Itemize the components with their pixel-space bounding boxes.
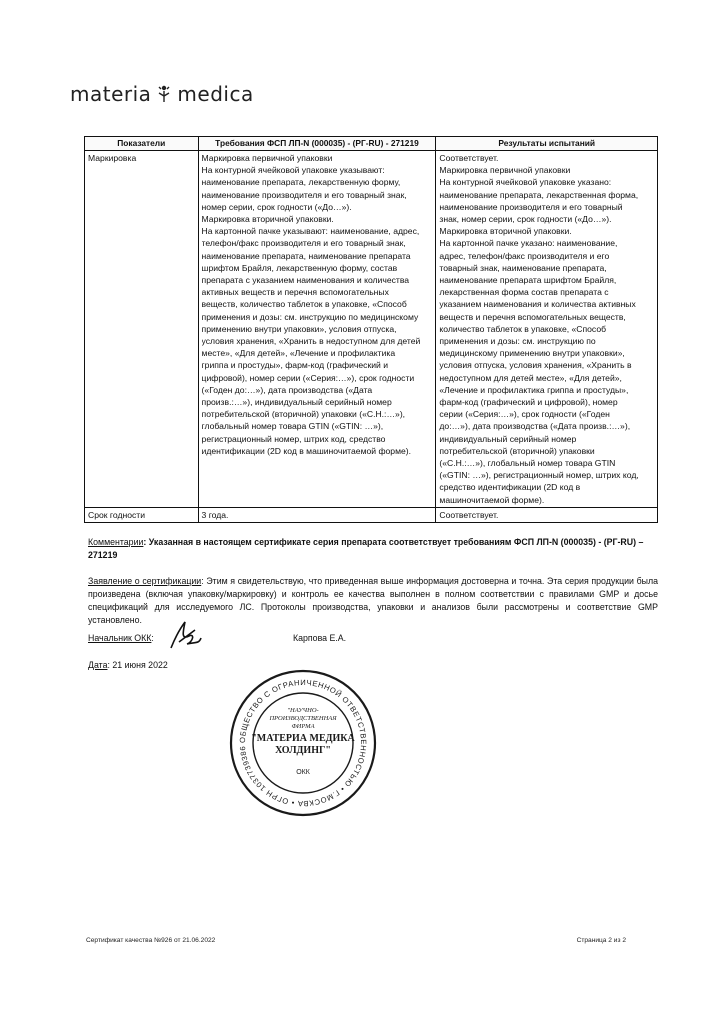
results-cell: Соответствует. <box>436 507 658 522</box>
cell-line: («С.Н.:…»), глобальный номер товара GTIN <box>439 458 616 469</box>
cell-line: адрес, телефон/факс производителя и его <box>439 250 610 261</box>
cell-line: препарата с указанием наименования и количества <box>201 275 410 286</box>
cell-line: номер серии, срок годности («До…»). <box>201 201 352 212</box>
cell-line: регистрационный номер, штрих код, средство <box>201 433 386 444</box>
statement-label: Заявление о сертификации <box>88 576 202 586</box>
cell-line: («Годен до:…»), дата производства («Дата <box>201 384 373 395</box>
page-number: Страница 2 из 2 <box>576 937 626 944</box>
company-stamp <box>228 668 378 823</box>
cell-line: глобальный номер товара GTIN («GTIN: …»), <box>201 421 384 432</box>
requirements-cell <box>198 151 436 508</box>
cell-line: идентификации (2D код в машиночитаемой форме). <box>201 445 412 456</box>
qc-head-label: Начальник ОКК <box>88 633 152 643</box>
results-lines <box>439 152 654 506</box>
cell-line: наименование препарата шрифтом Брайля, <box>439 275 617 286</box>
cell-line: месте», «Для детей», «Лечение и профилактика <box>201 348 396 359</box>
cell-line: гриппа и простуды», фарм-код (графический и <box>201 360 388 371</box>
comments-section <box>88 536 658 562</box>
cell-line: наименование производителя и его товарный <box>439 201 623 212</box>
cell-line: указанием наименования и количества активных <box>439 299 636 310</box>
company-logo <box>70 82 254 106</box>
table-row <box>85 507 658 522</box>
logo-word-medica: medica <box>177 82 254 106</box>
cell-line: товарный знак, наименование препарата, <box>439 262 607 273</box>
cell-line: недоступном для детей месте», «Для детей», <box>439 372 622 383</box>
cell-line: условия отпуска, условия хранения, «Хранить в <box>439 360 632 371</box>
signoff-row: Начальник ОКК: Карпова Е.А. <box>88 633 347 643</box>
qc-head-name: Карпова Е.А. <box>293 633 347 643</box>
stamp-line-4: "МАТЕРИА МЕДИКА <box>251 733 355 744</box>
requirements-lines <box>202 152 433 457</box>
cell-line: На картонной пачке указано: наименование, <box>439 238 618 249</box>
certificate-footer: Сертификат качества №926 от 21.06.2022 <box>86 937 216 944</box>
cell-line: количество таблеток в упаковке, «Способ <box>439 323 607 334</box>
cell-line: На контурной ячейковой упаковке указывают: <box>201 165 385 176</box>
header-indicators: Показатели <box>85 137 199 151</box>
cell-line: Маркировка вторичной упаковки. <box>201 214 334 225</box>
cell-line: потребительской (вторичной) упаковки («С.Н.:…»), <box>201 409 406 420</box>
statement-text: : Этим я свидетельствую, что приведенная выше информация достоверна и точна. Эта серия продукции была произведена (включая упаковку/маркировку) и контроль ее качества выполнен в полном соответствии с правилами GMP и досье спецификаций для исследуемого ЛС. Протоколы производства, упаковки и анализов были рассмотрены и соответствие GMP установлено. <box>88 576 659 625</box>
stamp-ring-text: ОБЩЕСТВО С ОГРАНИЧЕННОЙ ОТВЕТСТВЕННОСТЬЮ • Г.МОСКВА • ОГРН 1037739386 <box>237 677 369 809</box>
cell-line: активных веществ и перечня вспомогательных <box>201 287 389 298</box>
comments-label: Комментарии <box>88 537 144 547</box>
cell-line: применения и дозы: см. инструкцию по медицинскому <box>201 311 419 322</box>
table-row <box>85 151 658 508</box>
cell-line: произв.:…»), индивидуальный серийный номер <box>201 397 392 408</box>
cell-line: фарм-код (графический и цифровой), номер <box>439 397 618 408</box>
cell-line: Маркировка первичной упаковки <box>439 165 571 176</box>
cell-line: На контурной ячейковой упаковке указано: <box>439 177 612 188</box>
cell-line: индивидуальный серийный номер <box>439 433 577 444</box>
cell-line: телефон/факс производителя и его товарный знак, <box>201 238 406 249</box>
cell-line: наименование препарата, наименование препарата <box>201 250 411 261</box>
date-label: Дата <box>88 660 108 670</box>
test-results-table <box>84 136 658 523</box>
cell-line: Маркировка первичной упаковки <box>201 153 333 163</box>
indicator-cell: Маркировка <box>85 151 199 508</box>
cell-line: потребительской (вторичной) упаковки <box>439 445 595 456</box>
cell-line: применению внутри упаковки», условия отпуска, <box>201 323 397 334</box>
header-results: Результаты испытаний <box>436 137 658 151</box>
cell-line: На картонной пачке указывают: наименование, адрес, <box>201 226 420 237</box>
cell-line: применения и дозы: см. инструкцию по <box>439 336 596 347</box>
results-cell <box>436 151 658 508</box>
cell-line: условия хранения, «Хранить в недоступном для детей <box>201 336 421 347</box>
cell-line: наименование препарата, лекарственную форму, <box>201 177 401 188</box>
date-value: : 21 июня 2022 <box>107 660 168 670</box>
cell-line: лекарственная форма состав препарата с <box>439 287 609 298</box>
stamp-line-6: ОКК <box>296 769 310 776</box>
cell-line: знак, номер серии, срок годности («До…»). <box>439 214 612 225</box>
comments-text: : Указанная в настоящем сертификате серия препарата соответствует требованиям ФСП ЛП-N (000035) - (РГ-RU) – 271219 <box>88 537 644 560</box>
header-requirements: Требования ФСП ЛП-N (000035) - (РГ-RU) - 271219 <box>198 137 436 151</box>
cell-line: веществ, количество таблеток в упаковке, «Способ <box>201 299 407 310</box>
cell-line: наименование препарата, лекарственная форма, <box>439 189 639 200</box>
logo-figure-icon <box>157 84 171 104</box>
cell-line: медицинскому применению внутри упаковки», <box>439 348 625 359</box>
handwritten-signature <box>165 618 205 661</box>
stamp-line-5: ХОЛДИНГ" <box>275 745 331 756</box>
cell-line: цифровой), номер серии («Серия:…»), срок годности <box>201 372 415 383</box>
cell-line: средство идентификации (2D код в <box>439 482 581 493</box>
cell-line: наименование производителя и его товарный знак, <box>201 189 407 200</box>
cell-line: («GTIN: …»), регистрационный номер, штрих код, <box>439 470 639 481</box>
cell-line: Маркировка вторичной упаковки. <box>439 226 572 237</box>
cell-line: шрифтом Брайля, лекарственную форму, состав <box>201 262 398 273</box>
requirements-cell: 3 года. <box>198 507 436 522</box>
cell-line: машиночитаемой форме). <box>439 494 545 505</box>
cell-line: до:…»), дата производства («Дата произв.:…»), <box>439 421 631 432</box>
cell-line: веществ и перечня вспомогательных веществ, <box>439 311 626 322</box>
cell-line: серии («Серия:…»), срок годности («Годен <box>439 409 610 420</box>
stamp-line-1: "НАУЧНО- <box>287 707 319 714</box>
indicator-cell: Срок годности <box>85 507 199 522</box>
logo-word-materia: materia <box>70 82 152 106</box>
date-line <box>88 660 168 670</box>
cell-line: Соответствует. <box>439 153 499 163</box>
stamp-line-3: ФИРМА <box>291 723 315 730</box>
stamp-line-2: ПРОИЗВОДСТВЕННАЯ <box>269 715 337 722</box>
table-header-row <box>85 137 658 151</box>
cell-line: «Лечение и профилактика гриппа и простуды», <box>439 384 629 395</box>
